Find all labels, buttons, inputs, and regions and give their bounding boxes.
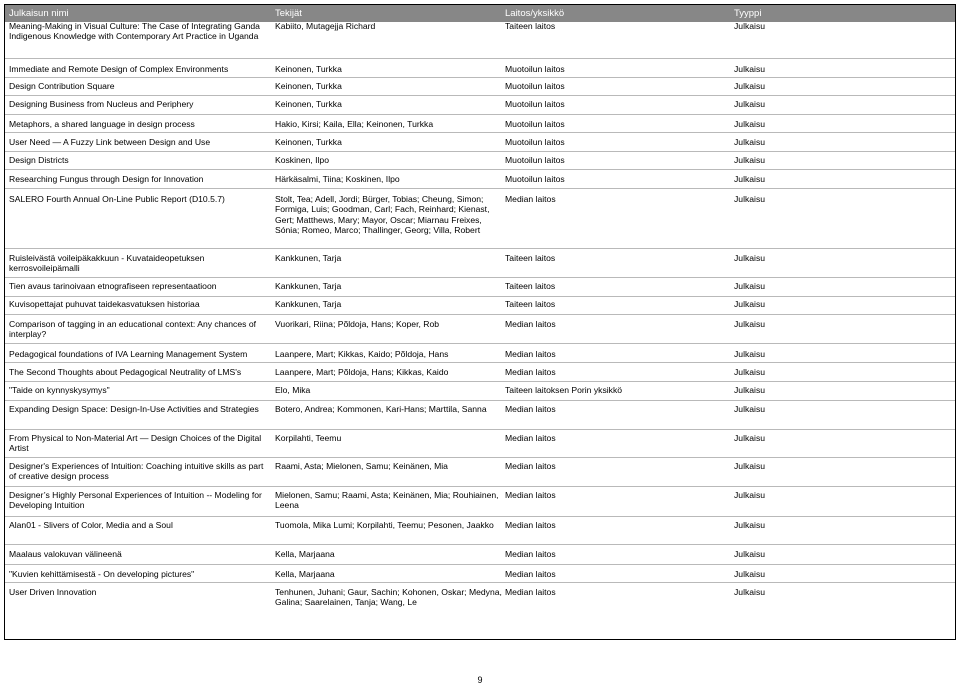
authors-cell: Kankkunen, Tarja [275, 253, 342, 263]
row-divider [5, 114, 955, 115]
type-cell: Julkaisu [734, 119, 766, 129]
title-cell: Tien avaus tarinoivaan etnografiseen representaatioon [9, 281, 217, 291]
unit-cell: Muotoilun laitos [505, 155, 565, 165]
authors-cell: Keinonen, Turkka [275, 99, 342, 109]
type-cell: Julkaisu [734, 253, 766, 263]
row-divider [5, 151, 955, 152]
authors-cell: Korpilahti, Teemu [275, 433, 342, 443]
unit-cell: Median laitos [505, 194, 556, 204]
page-number: 9 [477, 675, 483, 685]
title-cell: Design Districts [9, 155, 69, 165]
type-cell: Julkaisu [734, 155, 766, 165]
authors-cell: Härkäsalmi, Tiina; Koskinen, Ilpo [275, 174, 400, 184]
type-cell: Julkaisu [734, 137, 766, 147]
type-cell: Julkaisu [734, 194, 766, 204]
title-cell: User Driven Innovation [9, 587, 97, 597]
unit-cell: Median laitos [505, 490, 556, 500]
type-cell: Julkaisu [734, 81, 766, 91]
authors-cell: Vuorikari, Riina; Põldoja, Hans; Koper, Rob [275, 319, 440, 329]
type-cell: Julkaisu [734, 404, 766, 414]
header-unit: Laitos/yksikkö [505, 8, 565, 19]
unit-cell: Taiteen laitos [505, 281, 556, 291]
row-divider [5, 77, 955, 78]
row-divider [5, 188, 955, 189]
title-cell: Designer's Experiences of Intuition: Coaching intuitive skills as part of creative design process [9, 461, 264, 482]
type-cell: Julkaisu [734, 299, 766, 309]
row-divider [5, 314, 955, 315]
title-cell: User Need — A Fuzzy Link between Design and Use [9, 137, 211, 147]
title-cell: Design Contribution Square [9, 81, 115, 91]
authors-cell: Kabiito, Mutagejja Richard [275, 21, 376, 31]
type-cell: Julkaisu [734, 490, 766, 500]
publication-table [4, 4, 956, 640]
title-cell: Researching Fungus through Design for Innovation [9, 174, 204, 184]
type-cell: Julkaisu [734, 21, 766, 31]
row-divider [5, 381, 955, 382]
authors-cell: Kella, Marjaana [275, 569, 335, 579]
type-cell: Julkaisu [734, 587, 766, 597]
title-cell: Designing Business from Nucleus and Periphery [9, 99, 194, 109]
row-divider [5, 429, 955, 430]
authors-cell: Tenhunen, Juhani; Gaur, Sachin; Kohonen, Oskar; Medyna, Galina; Saarelainen, Tanja; Wang, Le [275, 587, 502, 608]
title-cell: Maalaus valokuvan välineenä [9, 549, 122, 559]
unit-cell: Muotoilun laitos [505, 99, 565, 109]
authors-cell: Keinonen, Turkka [275, 137, 342, 147]
row-divider [5, 343, 955, 344]
unit-cell: Median laitos [505, 461, 556, 471]
authors-cell: Kella, Marjaana [275, 549, 335, 559]
unit-cell: Taiteen laitoksen Porin yksikkö [505, 385, 623, 395]
unit-cell: Median laitos [505, 367, 556, 377]
title-cell: Immediate and Remote Design of Complex Environments [9, 64, 229, 74]
title-cell: "Kuvien kehittämisestä - On developing pictures" [9, 569, 195, 579]
type-cell: Julkaisu [734, 433, 766, 443]
title-cell: Meaning-Making in Visual Culture: The Case of Integrating Ganda Indigenous Knowledge with Contemporary Art Practice in Uganda [9, 21, 260, 42]
unit-cell: Median laitos [505, 549, 556, 559]
unit-cell: Taiteen laitos [505, 299, 556, 309]
type-cell: Julkaisu [734, 99, 766, 109]
title-cell: Alan01 - Slivers of Color, Media and a Soul [9, 520, 173, 530]
row-divider [5, 296, 955, 297]
unit-cell: Taiteen laitos [505, 21, 556, 31]
row-divider [5, 132, 955, 133]
type-cell: Julkaisu [734, 174, 766, 184]
row-divider [5, 277, 955, 278]
authors-cell: Botero, Andrea; Kommonen, Kari-Hans; Marttila, Sanna [275, 404, 487, 414]
row-divider [5, 582, 955, 583]
type-cell: Julkaisu [734, 281, 766, 291]
unit-cell: Median laitos [505, 569, 556, 579]
type-cell: Julkaisu [734, 367, 766, 377]
type-cell: Julkaisu [734, 319, 766, 329]
type-cell: Julkaisu [734, 520, 766, 530]
header-type: Tyyppi [734, 8, 762, 19]
unit-cell: Muotoilun laitos [505, 119, 565, 129]
row-divider [5, 486, 955, 487]
row-divider [5, 248, 955, 249]
row-divider [5, 516, 955, 517]
authors-cell: Laanpere, Mart; Põldoja, Hans; Kikkas, Kaido [275, 367, 449, 377]
title-cell: "Taide on kynnyskysymys" [9, 385, 110, 395]
title-cell: Expanding Design Space: Design-In-Use Activities and Strategies [9, 404, 259, 414]
row-divider [5, 362, 955, 363]
row-divider [5, 544, 955, 545]
unit-cell: Median laitos [505, 520, 556, 530]
type-cell: Julkaisu [734, 385, 766, 395]
unit-cell: Muotoilun laitos [505, 137, 565, 147]
authors-cell: Kankkunen, Tarja [275, 281, 342, 291]
authors-cell: Tuomola, Mika Lumi; Korpilahti, Teemu; Pesonen, Jaakko [275, 520, 494, 530]
authors-cell: Koskinen, Ilpo [275, 155, 329, 165]
header-authors: Tekijät [275, 8, 302, 19]
title-cell: Comparison of tagging in an educational context: Any chances of interplay? [9, 319, 256, 340]
authors-cell: Mielonen, Samu; Raami, Asta; Keinänen, Mia; Rouhiainen, Leena [275, 490, 499, 511]
unit-cell: Muotoilun laitos [505, 64, 565, 74]
authors-cell: Laanpere, Mart; Kikkas, Kaido; Põldoja, Hans [275, 349, 449, 359]
authors-cell: Elo, Mika [275, 385, 311, 395]
unit-cell: Median laitos [505, 319, 556, 329]
unit-cell: Muotoilun laitos [505, 174, 565, 184]
authors-cell: Hakio, Kirsi; Kaila, Ella; Keinonen, Turkka [275, 119, 434, 129]
title-cell: Kuvisopettajat puhuvat taidekasvatuksen historiaa [9, 299, 200, 309]
authors-cell: Keinonen, Turkka [275, 81, 342, 91]
title-cell: SALERO Fourth Annual On-Line Public Report (D10.5.7) [9, 194, 225, 204]
header-title: Julkaisun nimi [9, 8, 69, 19]
authors-cell: Raami, Asta; Mielonen, Samu; Keinänen, Mia [275, 461, 448, 471]
type-cell: Julkaisu [734, 64, 766, 74]
title-cell: Designer’s Highly Personal Experiences of Intuition -- Modeling for Developing Intuition [9, 490, 262, 511]
type-cell: Julkaisu [734, 549, 766, 559]
unit-cell: Taiteen laitos [505, 253, 556, 263]
table-header [5, 5, 955, 22]
unit-cell: Median laitos [505, 433, 556, 443]
title-cell: From Physical to Non-Material Art — Design Choices of the Digital Artist [9, 433, 262, 454]
title-cell: Ruisleivästä voileipäkakkuun - Kuvataideopetuksen kerrosvoileipämalli [9, 253, 205, 274]
type-cell: Julkaisu [734, 349, 766, 359]
row-divider [5, 457, 955, 458]
row-divider [5, 400, 955, 401]
row-divider [5, 58, 955, 59]
title-cell: The Second Thoughts about Pedagogical Neutrality of LMS's [9, 367, 242, 377]
row-divider [5, 564, 955, 565]
authors-cell: Stolt, Tea; Adell, Jordi; Bürger, Tobias; Cheung, Simon; Formiga, Luis; Goodman, Carl; Fach, Reinhard; Kienast, Gert; Matthews, Mary; Mayor, Oscar; Miarnau Freixes, Sónia; Romeo, Marco; Thallinger, Georg; Villa, Robert [275, 194, 490, 235]
unit-cell: Median laitos [505, 404, 556, 414]
row-divider [5, 95, 955, 96]
unit-cell: Median laitos [505, 349, 556, 359]
unit-cell: Median laitos [505, 587, 556, 597]
authors-cell: Kankkunen, Tarja [275, 299, 342, 309]
type-cell: Julkaisu [734, 461, 766, 471]
authors-cell: Keinonen, Turkka [275, 64, 342, 74]
unit-cell: Muotoilun laitos [505, 81, 565, 91]
row-divider [5, 169, 955, 170]
title-cell: Metaphors, a shared language in design process [9, 119, 195, 129]
title-cell: Pedagogical foundations of IVA Learning Management System [9, 349, 248, 359]
type-cell: Julkaisu [734, 569, 766, 579]
